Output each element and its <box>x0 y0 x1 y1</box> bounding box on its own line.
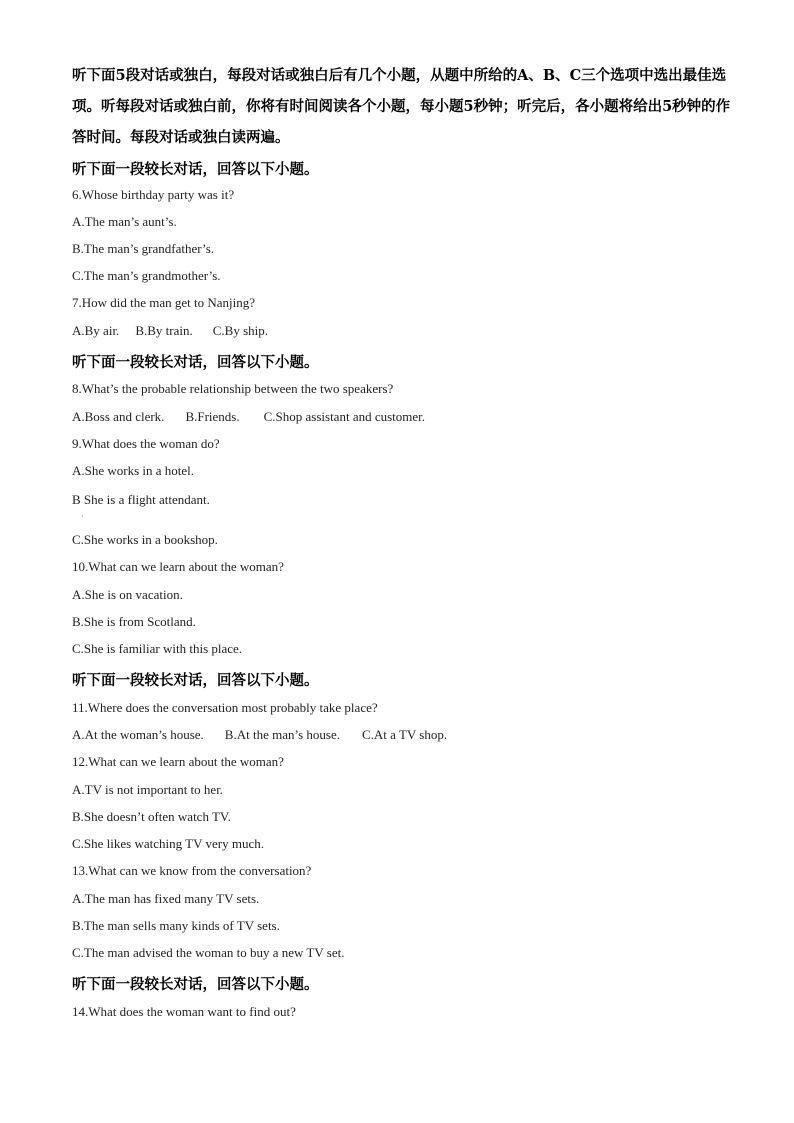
question-13-option-b: B.The man sells many kinds of TV sets. <box>72 918 280 933</box>
question-7-options <box>72 323 268 339</box>
question-12-option-b: B.She doesn’t often watch TV. <box>72 809 231 824</box>
question-12-option-c: C.She likes watching TV very much. <box>72 836 264 851</box>
question-11-option-c: C.At a TV shop. <box>361 727 448 742</box>
question-13-stem: 13.What can we know from the conversation? <box>72 863 312 878</box>
question-8-stem: 8.What’s the probable relationship between the two speakers? <box>72 381 394 396</box>
question-7-stem: 7.How did the man get to Nanjing? <box>72 295 256 310</box>
question-9-option-b: B She is a flight attendant. <box>72 492 210 507</box>
question-9-option-a: A.She works in a hotel. <box>72 463 195 478</box>
question-10-stem: 10.What can we learn about the woman? <box>72 559 284 574</box>
question-7-option-c: C.By ship. <box>212 323 268 338</box>
section-heading-4: 听下面一段较长对话，回答以下小题。 <box>72 976 319 993</box>
section-heading-2: 听下面一段较长对话，回答以下小题。 <box>72 354 319 371</box>
question-11-stem: 11.Where does the conversation most probably take place? <box>72 700 378 715</box>
question-10-option-b: B.She is from Scotland. <box>72 614 196 629</box>
stray-mark: · <box>81 512 84 521</box>
question-6-option-a: A.The man’s aunt’s. <box>72 214 177 229</box>
question-12-stem: 12.What can we learn about the woman? <box>72 754 284 769</box>
section-heading-1: 听下面一段较长对话，回答以下小题。 <box>72 161 319 178</box>
question-13-option-a: A.The man has fixed many TV sets. <box>72 891 260 906</box>
question-6-stem: 6.Whose birthday party was it? <box>72 187 235 202</box>
section-heading-3: 听下面一段较长对话，回答以下小题。 <box>72 672 319 689</box>
question-12-option-a: A.TV is not important to her. <box>72 782 224 797</box>
question-11-option-a: A.At the woman’s house. <box>72 727 204 742</box>
question-6-option-c: C.The man’s grandmother’s. <box>72 268 221 283</box>
question-7-option-a: A.By air. <box>72 323 120 338</box>
question-10-option-a: A.She is on vacation. <box>72 587 183 602</box>
question-9-stem: 9.What does the woman do? <box>72 436 220 451</box>
question-10-option-c: C.She is familiar with this place. <box>72 641 243 656</box>
question-8-options <box>72 409 425 425</box>
question-9-option-c: C.She works in a bookshop. <box>72 532 218 547</box>
question-11-option-b: B.At the man’s house. <box>224 727 340 742</box>
instructions-paragraph: 听下面5段对话或独白，每段对话或独白后有几个小题，从题中所给的A、B、C三个选项中选出最佳选项。听每段对话或独白前，你将有时间阅读各个小题，每小题5秒钟；听完后，各小题将给出5秒钟的作答时间。每段对话或独白读两遍。 <box>72 67 731 146</box>
question-8-option-a: A.Boss and clerk. <box>72 409 165 424</box>
question-8-option-c: C.Shop assistant and customer. <box>263 409 426 424</box>
question-14-stem: 14.What does the woman want to find out? <box>72 1004 296 1019</box>
question-11-options <box>72 727 447 743</box>
question-13-option-c: C.The man advised the woman to buy a new TV set. <box>72 945 345 960</box>
question-6-option-b: B.The man’s grandfather’s. <box>72 241 214 256</box>
question-7-option-b: B.By train. <box>135 323 193 338</box>
question-8-option-b: B.Friends. <box>185 409 240 424</box>
